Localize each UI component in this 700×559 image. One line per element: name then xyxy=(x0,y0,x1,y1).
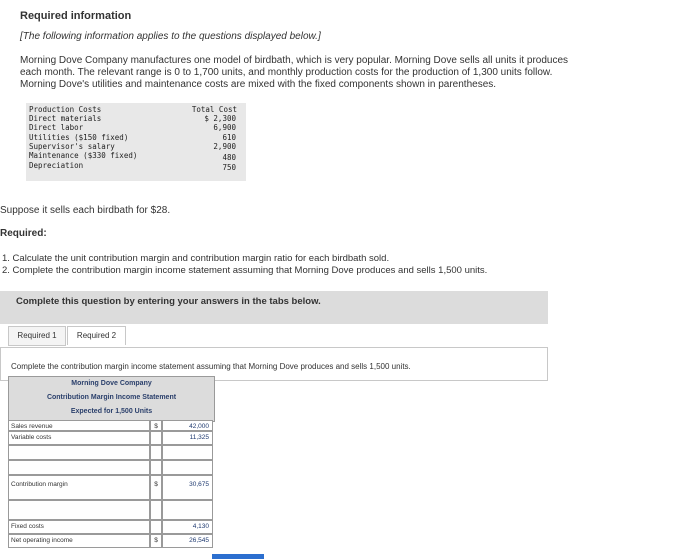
empty-value-cell[interactable] xyxy=(162,445,213,460)
dollar-sign: $ xyxy=(150,420,162,431)
cost-row-label: Direct labor xyxy=(29,123,84,132)
statement-title: Contribution Margin Income Statement xyxy=(46,394,177,401)
cost-row-label: Depreciation xyxy=(29,161,84,170)
empty-dollar-cell xyxy=(150,520,162,534)
instruction-bar xyxy=(0,291,548,324)
empty-dollar-cell xyxy=(150,460,162,475)
prev-next-button-edge[interactable] xyxy=(212,554,264,559)
selling-price-text: Suppose it sells each birdbath for $28. xyxy=(0,205,171,216)
cost-row-value: $ 2,300 xyxy=(204,114,236,123)
cost-row-label: Supervisor's salary xyxy=(29,142,115,151)
empty-label-cell[interactable] xyxy=(8,500,150,520)
statement-header xyxy=(8,376,215,422)
net-operating-income-label[interactable]: Net operating income xyxy=(8,534,150,548)
empty-dollar-cell xyxy=(150,431,162,445)
sales-revenue-input[interactable]: 42,000 xyxy=(162,420,213,431)
fixed-costs-input[interactable]: 4,130 xyxy=(162,520,213,534)
question-1: 1. Calculate the unit contribution margin and contribution margin ratio for each birdbath sold. xyxy=(2,253,390,264)
fixed-costs-label[interactable]: Fixed costs xyxy=(8,520,150,534)
cost-row-value: 6,900 xyxy=(213,123,236,132)
cost-row-value: 610 xyxy=(222,133,236,142)
income-statement-grid xyxy=(8,420,213,551)
costs-header-total: Total Cost xyxy=(191,105,237,114)
production-costs-table xyxy=(26,103,246,181)
cost-row-value: 480 xyxy=(222,153,236,162)
statement-subtitle: Expected for 1,500 Units xyxy=(70,408,153,415)
tab-instruction-text: Complete the contribution margin income statement assuming that Morning Dove produces and sells 1,500 units. xyxy=(11,362,411,371)
net-operating-income-input[interactable]: 26,545 xyxy=(162,534,213,548)
page-title: Required information xyxy=(20,10,132,22)
statement-company: Morning Dove Company xyxy=(71,380,152,387)
cost-row-label: Utilities ($150 fixed) xyxy=(29,133,129,142)
sales-revenue-label[interactable]: Sales revenue xyxy=(8,420,150,431)
tab-required-1[interactable]: Required 1 xyxy=(8,326,66,346)
question-2: 2. Complete the contribution margin income statement assuming that Morning Dove produces and sells 1,500 units. xyxy=(2,265,488,276)
empty-value-cell[interactable] xyxy=(162,460,213,475)
info-note: [The following information applies to the questions displayed below.] xyxy=(20,31,321,42)
cost-row-label: Maintenance ($330 fixed) xyxy=(29,151,138,160)
empty-label-cell[interactable] xyxy=(8,445,150,460)
dollar-sign: $ xyxy=(150,534,162,548)
cost-row-label: Direct materials xyxy=(29,114,102,123)
cost-row-value: 2,900 xyxy=(213,142,236,151)
contribution-margin-label[interactable]: Contribution margin xyxy=(8,475,150,500)
empty-value-cell[interactable] xyxy=(162,500,213,520)
variable-costs-label[interactable]: Variable costs xyxy=(8,431,150,445)
cost-row-value: 750 xyxy=(222,163,236,172)
costs-header-label: Production Costs xyxy=(29,105,102,114)
empty-dollar-cell xyxy=(150,500,162,520)
required-heading: Required: xyxy=(0,228,47,239)
instruction-text: Complete this question by entering your answers in the tabs below. xyxy=(16,296,321,307)
problem-intro: Morning Dove Company manufactures one model of birdbath, which is very popular. Morning Dove sells all units it produces each month. The relevant range is 0 to 1,700 units, and monthly production costs for the production of 1,300 units follow. Morning Dove's utilities and maintenance costs are mixed with the fixed components shown in parentheses. xyxy=(20,55,569,90)
dollar-sign: $ xyxy=(150,475,162,500)
variable-costs-input[interactable]: 11,325 xyxy=(162,431,213,445)
empty-dollar-cell xyxy=(150,445,162,460)
empty-label-cell[interactable] xyxy=(8,460,150,475)
contribution-margin-input[interactable]: 30,675 xyxy=(162,475,213,500)
tab-required-2[interactable]: Required 2 xyxy=(67,326,126,345)
